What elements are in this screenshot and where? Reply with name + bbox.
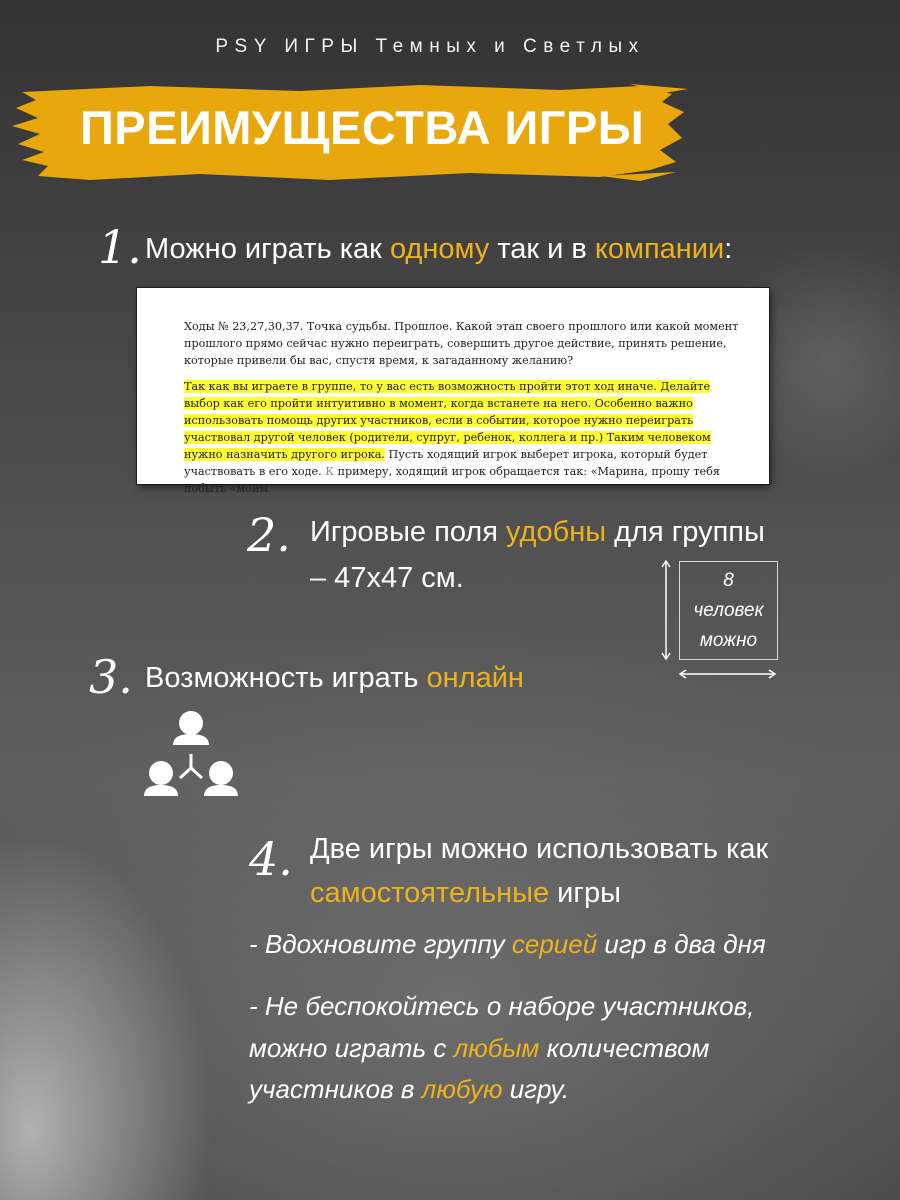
document-text: Пусть ходящий игрок выберет игрока, который будет участвовать в его ходе. [184, 448, 708, 478]
document-highlighted-text: Так как вы играете в группе, то у вас есть возможность пройти этот ход иначе. Делайте выбор как его пройти интуитивно в момент, когда встанете на него. Особенно важно использовать помощь других участников, если в событии, которое нужно переиграть участвовал другой человек (родители, супруг, ребенок, коллега и пр.) Таким человеком нужно назначить другого игрока. [184, 380, 711, 461]
item-4-text-part: игры [549, 877, 621, 909]
item-3-text-part: Возможность играть [145, 662, 427, 694]
note-text-part: можно играть с [249, 1032, 454, 1063]
item-2-text-part: для группы [606, 516, 765, 548]
note-accent-series: серией [511, 929, 598, 959]
vertical-dimension-arrow-icon [656, 558, 676, 664]
board-size-diagram [679, 561, 778, 660]
item-1-text-part: Можно играть как [145, 233, 390, 265]
note-line: - Не беспокойтесь о наборе участников, [249, 991, 755, 1021]
item-1-text-part: так и в [489, 233, 595, 265]
item-number-1: 1. [98, 220, 142, 274]
horizontal-dimension-arrow-icon [677, 664, 779, 684]
note-text-part: игр в два дня [597, 929, 766, 959]
item-2-text-part: Игровые поля [310, 516, 506, 548]
page-title: ПРЕИМУЩЕСТВА ИГРЫ [80, 101, 645, 154]
board-label-line: можно [699, 630, 758, 651]
item-1-accent-solo: одному [389, 233, 490, 265]
note-series [249, 924, 766, 966]
note-text-part: игру. [502, 1074, 570, 1105]
item-4-text: Две игры можно использовать как [310, 833, 769, 865]
note-line [249, 1028, 754, 1070]
note-participants [249, 986, 754, 1111]
document-paragraph-2 [184, 378, 739, 497]
item-3-text [145, 660, 524, 698]
item-1-text [145, 231, 732, 269]
note-text-part: количеством [539, 1032, 710, 1063]
item-number-4: 4. [249, 832, 293, 886]
item-1-text-part: : [724, 233, 733, 265]
item-2-text [310, 514, 765, 552]
note-text-part: участников в [249, 1074, 422, 1105]
board-label-line: человек [693, 600, 764, 621]
title-banner [0, 80, 690, 190]
board-label-line: 8 [723, 570, 734, 591]
group-network-icon [142, 708, 242, 800]
document-fade-text: К [325, 465, 334, 478]
board-label [680, 566, 777, 656]
note-line [249, 1069, 754, 1111]
item-1-accent-company: компании [594, 233, 725, 265]
document-paragraph-1: Ходы № 23,27,30,37. Точка судьбы. Прошлое. Какой этап своего прошлого или какой момент прошлого прямо сейчас нужно переиграть, совершить другое действие, принять решение, которые привели бы вас, спустя время, к загаданному желанию? [184, 320, 739, 367]
item-number-3: 3. [89, 650, 133, 704]
note-accent-any-number: любым [453, 1032, 540, 1063]
brand-line: PSY ИГРЫ Темных и Светлых [215, 36, 645, 57]
item-2-accent-convenient: удобны [506, 516, 607, 548]
item-2-size: – 47х47 см. [310, 562, 464, 594]
item-4-accent-standalone: самостоятельные [310, 877, 550, 909]
item-3-accent-online: онлайн [426, 662, 524, 694]
document-text: примеру, ходящий игрок обращается так: «Марина, прошу тебя побыть «моим [184, 465, 720, 495]
note-text-part: - Вдохновите группу [249, 929, 512, 959]
rules-document-excerpt [137, 288, 769, 495]
item-4-text-2 [310, 875, 621, 913]
item-number-2: 2. [247, 508, 291, 562]
note-accent-any-game: любую [421, 1074, 503, 1105]
